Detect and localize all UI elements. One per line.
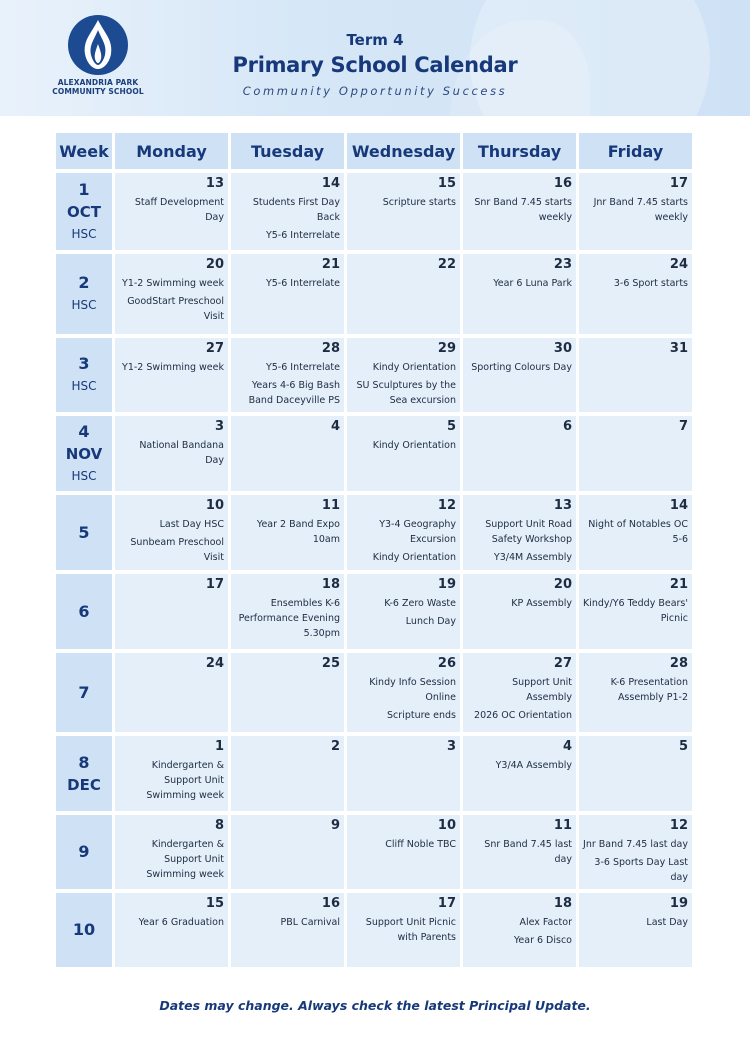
day-cell: [347, 495, 460, 570]
day-date: 17: [437, 896, 456, 911]
calendar-event: Snr Band 7.45 starts weekly: [474, 197, 572, 223]
day-date: 26: [437, 656, 456, 671]
week-note: HSC: [71, 298, 97, 312]
day-date: 5: [446, 419, 456, 434]
day-cell: [579, 574, 692, 649]
day-date: 27: [205, 341, 224, 356]
calendar-event: Year 6 Graduation: [138, 917, 224, 928]
day-date: 10: [205, 498, 224, 513]
day-date: 11: [553, 818, 572, 833]
day-date: 9: [330, 818, 340, 833]
calendar-event: Kindy Orientation: [372, 440, 456, 451]
week-row: [56, 416, 694, 491]
calendar-event: Support Unit Road Safety Workshop: [485, 519, 572, 545]
day-cell: [463, 254, 576, 334]
week-row: [56, 495, 694, 570]
day-cell: [579, 416, 692, 491]
day-cell: [463, 893, 576, 967]
week-number: 4: [78, 421, 90, 441]
day-date: 20: [553, 577, 572, 592]
week-row: [56, 338, 694, 412]
day-cell: [579, 736, 692, 811]
day-cell: [231, 893, 344, 967]
calendar-event: Y5-6 Interrelate: [265, 230, 340, 241]
day-cell: [463, 815, 576, 889]
day-date: 19: [669, 896, 688, 911]
day-cell: [579, 815, 692, 889]
school-name: [52, 78, 144, 96]
day-cell: [463, 495, 576, 570]
week-month: DEC: [67, 775, 101, 794]
footer-note: Dates may change. Always check the latest Principal Update.: [159, 998, 591, 1013]
day-date: 14: [321, 176, 340, 191]
calendar-event: Jnr Band 7.45 starts weekly: [593, 197, 688, 223]
day-cell: [231, 173, 344, 250]
day-cell: [347, 653, 460, 732]
day-cell: [347, 815, 460, 889]
week-number-cell: [56, 338, 112, 412]
calendar-event: Cliff Noble TBC: [385, 839, 456, 850]
week-number-cell: [56, 574, 112, 649]
day-date: 29: [437, 341, 456, 356]
day-cell: [231, 416, 344, 491]
day-date: 4: [562, 739, 572, 754]
week-number: 2: [78, 273, 90, 292]
calendar-event: Kindy Info Session Online: [369, 677, 456, 703]
day-cell: [115, 338, 228, 412]
day-date: 17: [205, 577, 224, 592]
week-number: 3: [78, 354, 90, 373]
day-date: 10: [437, 818, 456, 833]
day-cell: [347, 173, 460, 250]
calendar-event: Y1-2 Swimming week: [122, 278, 224, 289]
calendar-event: Kindergarten & Support Unit Swimming week: [146, 760, 224, 801]
day-cell: [231, 736, 344, 811]
day-cell: [115, 736, 228, 811]
calendar-event: Year 6 Luna Park: [493, 278, 572, 289]
week-number: 6: [78, 601, 90, 621]
day-date: 1: [214, 739, 224, 754]
calendar-event: Last Day HSC: [159, 519, 224, 530]
calendar-event: Support Unit Assembly: [512, 677, 572, 703]
day-cell: [463, 416, 576, 491]
calendar-event: PBL Carnival: [280, 917, 340, 928]
calendar-event: Kindy Orientation: [372, 552, 456, 563]
column-header-thursday: Thursday: [463, 133, 576, 169]
calendar-event: National Bandana Day: [139, 440, 224, 466]
day-date: 27: [553, 656, 572, 671]
week-month: OCT: [67, 202, 101, 221]
week-row: [56, 173, 694, 250]
calendar-event: Y3-4 Geography Excursion: [379, 519, 456, 545]
day-cell: [579, 495, 692, 570]
day-date: 5: [678, 739, 688, 754]
week-row: [56, 254, 694, 334]
day-cell: [231, 338, 344, 412]
day-cell: [463, 173, 576, 250]
day-cell: [579, 254, 692, 334]
week-row: [56, 815, 694, 889]
week-row: [56, 653, 694, 732]
day-date: 25: [321, 656, 340, 671]
day-cell: [347, 338, 460, 412]
day-date: 24: [669, 257, 688, 272]
day-date: 15: [437, 176, 456, 191]
calendar-event: KP Assembly: [511, 598, 572, 609]
day-date: 31: [669, 341, 688, 356]
day-cell: [463, 653, 576, 732]
calendar-event: Sunbeam Preschool Visit: [130, 537, 224, 563]
calendar-event: Alex Factor: [519, 917, 572, 928]
day-date: 2: [330, 739, 340, 754]
day-date: 16: [321, 896, 340, 911]
calendar-event: K-6 Presentation Assembly P1-2: [610, 677, 688, 703]
calendar-event: Y3/4A Assembly: [495, 760, 572, 771]
week-note: HSC: [71, 379, 97, 393]
day-cell: [579, 653, 692, 732]
day-cell: [231, 653, 344, 732]
day-date: 18: [321, 577, 340, 592]
day-cell: [115, 254, 228, 334]
school-name-line1: ALEXANDRIA PARK: [57, 78, 139, 87]
page-header: [0, 0, 750, 116]
day-cell: [231, 815, 344, 889]
title-block: [200, 30, 550, 98]
calendar-event: Year 2 Band Expo 10am: [256, 519, 340, 545]
week-row: [56, 893, 694, 967]
calendar-event: Kindy Orientation: [372, 362, 456, 373]
week-month: NOV: [65, 444, 103, 463]
day-date: 24: [205, 656, 224, 671]
week-number-cell: [56, 495, 112, 570]
week-number: 8: [78, 752, 90, 772]
calendar-event: Lunch Day: [405, 616, 456, 627]
calendar-event: SU Sculptures by the Sea excursion: [356, 380, 456, 406]
calendar-event: Years 4-6 Big Bash Band Daceyville PS: [248, 380, 340, 406]
day-date: 4: [330, 419, 340, 434]
column-header-tuesday: Tuesday: [231, 133, 344, 169]
day-cell: [463, 574, 576, 649]
day-date: 30: [553, 341, 572, 356]
calendar-event: Night of Notables OC 5-6: [588, 519, 688, 545]
day-date: 17: [669, 176, 688, 191]
column-header-wednesday: Wednesday: [347, 133, 460, 169]
flame-logo-icon: [67, 14, 129, 76]
day-date: 13: [553, 498, 572, 513]
day-date: 20: [205, 257, 224, 272]
week-note: HSC: [71, 226, 97, 241]
week-number-cell: [56, 893, 112, 967]
calendar-event: GoodStart Preschool Visit: [127, 296, 224, 322]
calendar-event: Scripture ends: [387, 710, 456, 721]
calendar-event: Y5-6 Interrelate: [265, 278, 340, 289]
column-header-monday: Monday: [115, 133, 228, 169]
calendar-event: Y1-2 Swimming week: [122, 362, 224, 373]
calendar-event: 3-6 Sports Day Last day: [594, 857, 688, 883]
day-date: 23: [553, 257, 572, 272]
calendar-event: Scripture starts: [382, 197, 456, 208]
day-cell: [347, 893, 460, 967]
week-number-cell: [56, 416, 112, 491]
day-cell: [115, 173, 228, 250]
day-cell: [115, 653, 228, 732]
day-date: 14: [669, 498, 688, 513]
day-date: 21: [669, 577, 688, 592]
day-cell: [347, 254, 460, 334]
day-date: 16: [553, 176, 572, 191]
day-cell: [115, 416, 228, 491]
calendar-event: K-6 Zero Waste: [384, 598, 456, 609]
week-number: 9: [78, 842, 90, 861]
calendar-header-row: [56, 133, 694, 169]
week-row: [56, 574, 694, 649]
day-date: 13: [205, 176, 224, 191]
day-date: 22: [437, 257, 456, 272]
day-date: 11: [321, 498, 340, 513]
day-date: 28: [669, 656, 688, 671]
day-cell: [115, 495, 228, 570]
day-cell: [347, 736, 460, 811]
calendar-event: Students First Day Back: [252, 197, 340, 223]
day-cell: [231, 574, 344, 649]
school-logo: [52, 14, 144, 96]
calendar-grid: [56, 133, 694, 971]
column-header-friday: Friday: [579, 133, 692, 169]
calendar-event: Sporting Colours Day: [471, 362, 572, 373]
school-name-line2: COMMUNITY SCHOOL: [52, 87, 144, 96]
week-number: 5: [78, 522, 90, 542]
school-motto: Community Opportunity Success: [242, 84, 508, 98]
week-number: 1: [78, 179, 90, 199]
calendar-event: Staff Development Day: [134, 197, 224, 223]
day-cell: [463, 338, 576, 412]
week-rows: [56, 173, 694, 967]
day-cell: [463, 736, 576, 811]
day-cell: [115, 815, 228, 889]
day-date: 18: [553, 896, 572, 911]
day-cell: [115, 893, 228, 967]
calendar-event: Support Unit Picnic with Parents: [365, 917, 456, 943]
day-cell: [115, 574, 228, 649]
day-date: 7: [678, 419, 688, 434]
week-number-cell: [56, 254, 112, 334]
calendar-event: Jnr Band 7.45 last day: [583, 839, 688, 850]
day-date: 3: [446, 739, 456, 754]
column-header-week: Week: [56, 133, 112, 169]
day-date: 6: [562, 419, 572, 434]
week-row: [56, 736, 694, 811]
day-cell: [579, 173, 692, 250]
week-number-cell: [56, 653, 112, 732]
calendar-event: 2026 OC Orientation: [474, 710, 572, 721]
day-date: 15: [205, 896, 224, 911]
day-cell: [579, 338, 692, 412]
day-cell: [347, 416, 460, 491]
day-date: 19: [437, 577, 456, 592]
day-date: 12: [669, 818, 688, 833]
day-cell: [231, 495, 344, 570]
day-cell: [347, 574, 460, 649]
calendar-event: Kindy/Y6 Teddy Bears' Picnic: [583, 598, 688, 624]
page-title: Primary School Calendar: [232, 53, 518, 77]
day-cell: [231, 254, 344, 334]
day-date: 21: [321, 257, 340, 272]
calendar-event: Year 6 Disco: [513, 935, 572, 946]
week-number-cell: [56, 173, 112, 250]
calendar-event: Y3/4M Assembly: [493, 552, 572, 563]
week-number-cell: [56, 815, 112, 889]
calendar-event: Last Day: [646, 917, 688, 928]
term-label: Term 4: [346, 31, 404, 49]
calendar-event: Kindergarten & Support Unit Swimming week: [146, 839, 224, 880]
day-date: 28: [321, 341, 340, 356]
calendar-event: Y5-6 Interrelate: [265, 362, 340, 373]
week-number: 10: [72, 920, 96, 939]
day-date: 12: [437, 498, 456, 513]
calendar-event: 3-6 Sport starts: [613, 278, 688, 289]
week-number-cell: [56, 736, 112, 811]
day-date: 8: [214, 818, 224, 833]
day-date: 3: [214, 419, 224, 434]
week-number: 7: [78, 682, 90, 702]
week-note: HSC: [71, 468, 97, 483]
calendar-event: Snr Band 7.45 last day: [484, 839, 572, 865]
day-cell: [579, 893, 692, 967]
calendar-event: Ensembles K-6 Performance Evening 5.30pm: [238, 598, 340, 639]
